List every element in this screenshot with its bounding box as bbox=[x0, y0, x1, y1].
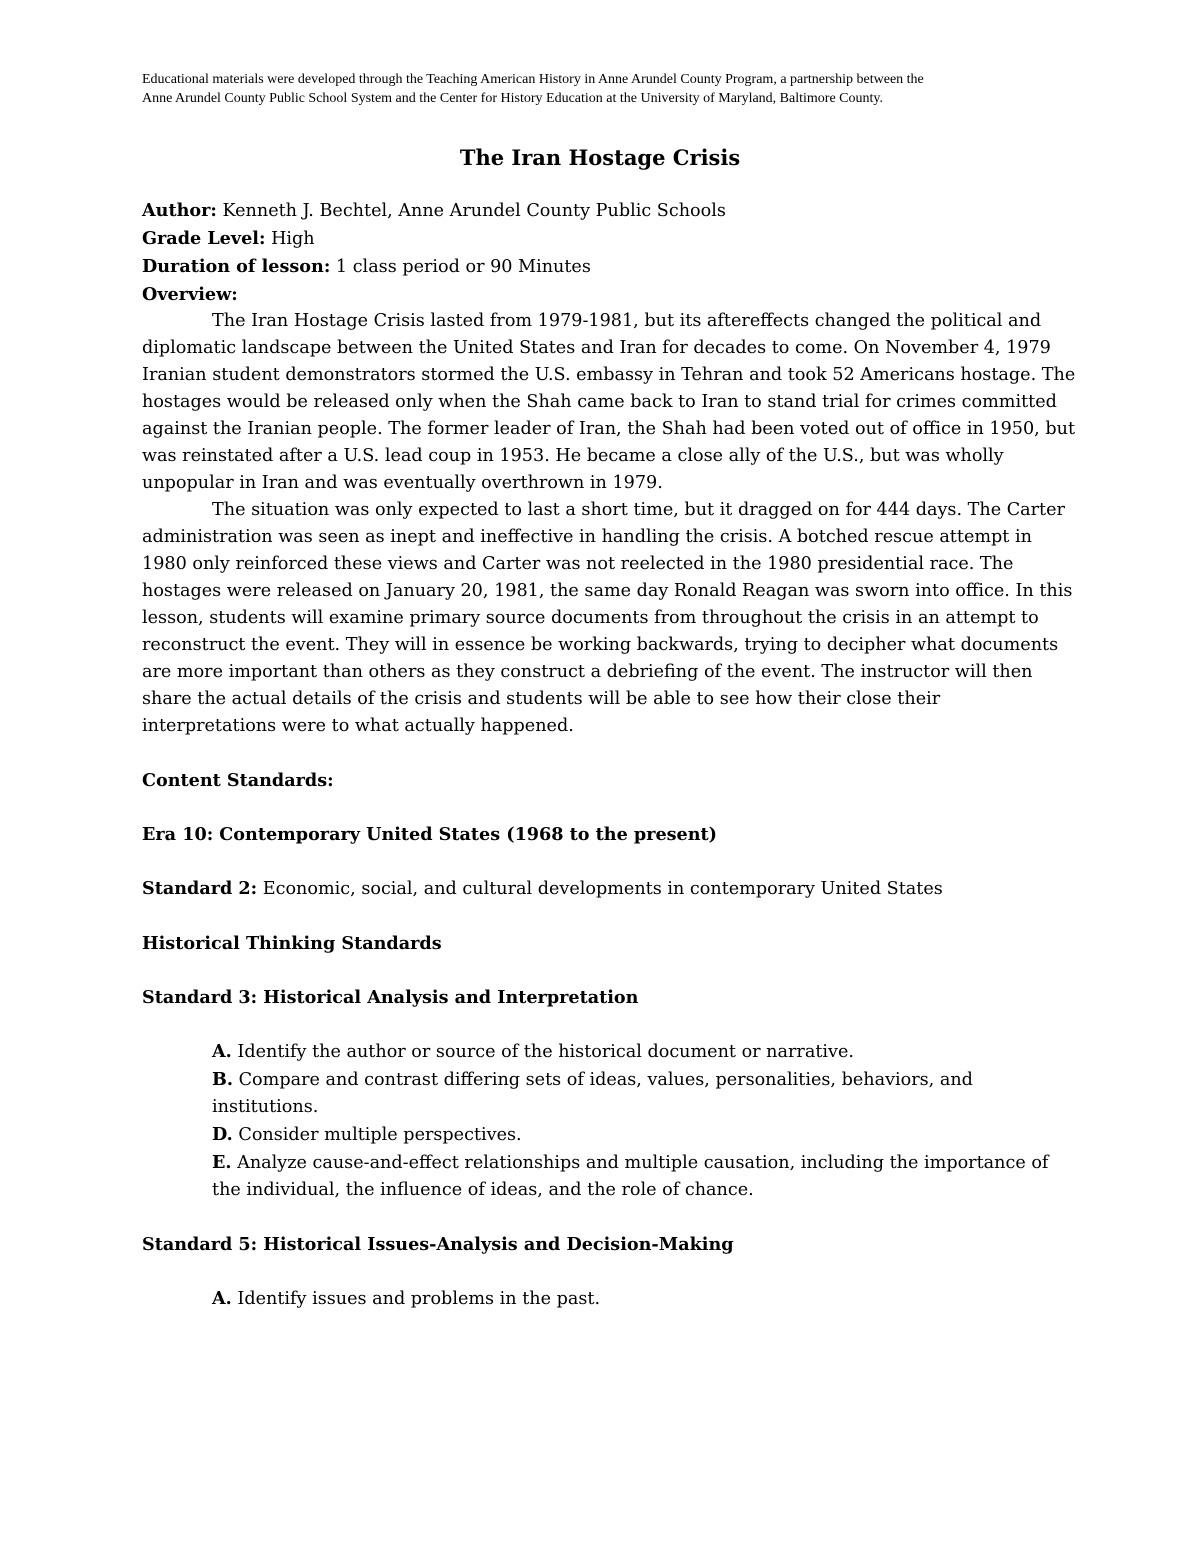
author-value: Kenneth J. Bechtel, Anne Arundel County Public Schools bbox=[222, 201, 726, 221]
standard-2-label: Standard 2: bbox=[142, 878, 258, 899]
item-letter: A. bbox=[212, 1288, 232, 1309]
list-item bbox=[212, 1285, 1077, 1313]
list-item bbox=[212, 1038, 1077, 1066]
duration-label: Duration of lesson: bbox=[142, 256, 331, 277]
duration-value: 1 class period or 90 Minutes bbox=[335, 257, 591, 277]
list-item bbox=[212, 1149, 1077, 1204]
grade-value: High bbox=[271, 229, 315, 249]
item-text: Consider multiple perspectives. bbox=[238, 1125, 522, 1145]
author-label: Author: bbox=[142, 200, 217, 221]
overview-paragraph-2: The situation was only expected to last a short time, but it dragged on for 444 days. The Carter administration was seen as inept and ineffective in handling the crisis. A botched rescue attempt in 1980 only reinforced these views and Carter was not reelected in the 1980 presidential race. The hostages were released on January 20, 1981, the same day Ronald Reagan was sworn into office. In this lesson, students will examine primary source documents from throughout the crisis in an attempt to reconstruct the event. They will in essence be working backwards, trying to decipher what documents are more important than others as they construct a debriefing of the event. The instructor will then share the actual details of the crisis and students will be able to see how their close their interpretations were to what actually happened. bbox=[142, 500, 1073, 736]
item-letter: E. bbox=[212, 1152, 232, 1173]
header-note bbox=[142, 70, 1062, 108]
item-text: Compare and contrast differing sets of ideas, values, personalities, behaviors, and institutions. bbox=[212, 1070, 973, 1117]
overview-label: Overview: bbox=[142, 284, 238, 305]
list-item bbox=[212, 1121, 1077, 1149]
era-heading: Era 10: Contemporary United States (1968 to the present) bbox=[142, 824, 717, 845]
duration-line bbox=[142, 253, 1077, 281]
list-item bbox=[212, 1066, 1077, 1121]
grade-label: Grade Level: bbox=[142, 228, 266, 249]
standard-5-heading: Standard 5: Historical Issues-Analysis and Decision-Making bbox=[142, 1234, 734, 1255]
item-text: Identify issues and problems in the past. bbox=[237, 1289, 601, 1309]
item-text: Identify the author or source of the historical document or narrative. bbox=[237, 1042, 854, 1062]
standard-5-list bbox=[142, 1285, 1077, 1313]
standard-3-list bbox=[142, 1038, 1077, 1204]
standard-2-text: Economic, social, and cultural developments in contemporary United States bbox=[262, 879, 943, 899]
overview-paragraph-1: The Iran Hostage Crisis lasted from 1979-1981, but its aftereffects changed the political and diplomatic landscape between the United States and Iran for decades to come. On November 4, 1979 Iranian student demonstrators stormed the U.S. embassy in Tehran and took 52 Americans hostage. The hostages would be released only when the Shah came back to Iran to stand trial for crimes committed against the Iranian people. The former leader of Iran, the Shah had been voted out of office in 1950, but was reinstated after a U.S. lead coup in 1953. He became a close ally of the U.S., but was wholly unpopular in Iran and was eventually overthrown in 1979. bbox=[142, 311, 1076, 493]
lesson-body bbox=[142, 197, 1077, 1313]
historical-thinking-heading: Historical Thinking Standards bbox=[142, 933, 442, 954]
page-title: The Iran Hostage Crisis bbox=[459, 145, 741, 170]
item-letter: D. bbox=[212, 1124, 233, 1145]
content-standards-heading: Content Standards: bbox=[142, 770, 334, 791]
standard-3-heading: Standard 3: Historical Analysis and Interpretation bbox=[142, 987, 639, 1008]
item-text: Analyze cause-and-effect relationships and multiple causation, including the importance of the individual, the influence of ideas, and the role of chance. bbox=[212, 1153, 1049, 1200]
header-note-line-1: Educational materials were developed through the Teaching American History in Anne Arundel County Program, a partnership between the bbox=[142, 72, 924, 87]
author-line bbox=[142, 197, 1077, 225]
grade-line bbox=[142, 225, 1077, 253]
standard-2-line bbox=[142, 875, 1077, 903]
item-letter: B. bbox=[212, 1069, 233, 1090]
header-note-line-2: Anne Arundel County Public School System and the Center for History Education at the University of Maryland, Baltimore County. bbox=[142, 91, 883, 106]
item-letter: A. bbox=[212, 1041, 232, 1062]
